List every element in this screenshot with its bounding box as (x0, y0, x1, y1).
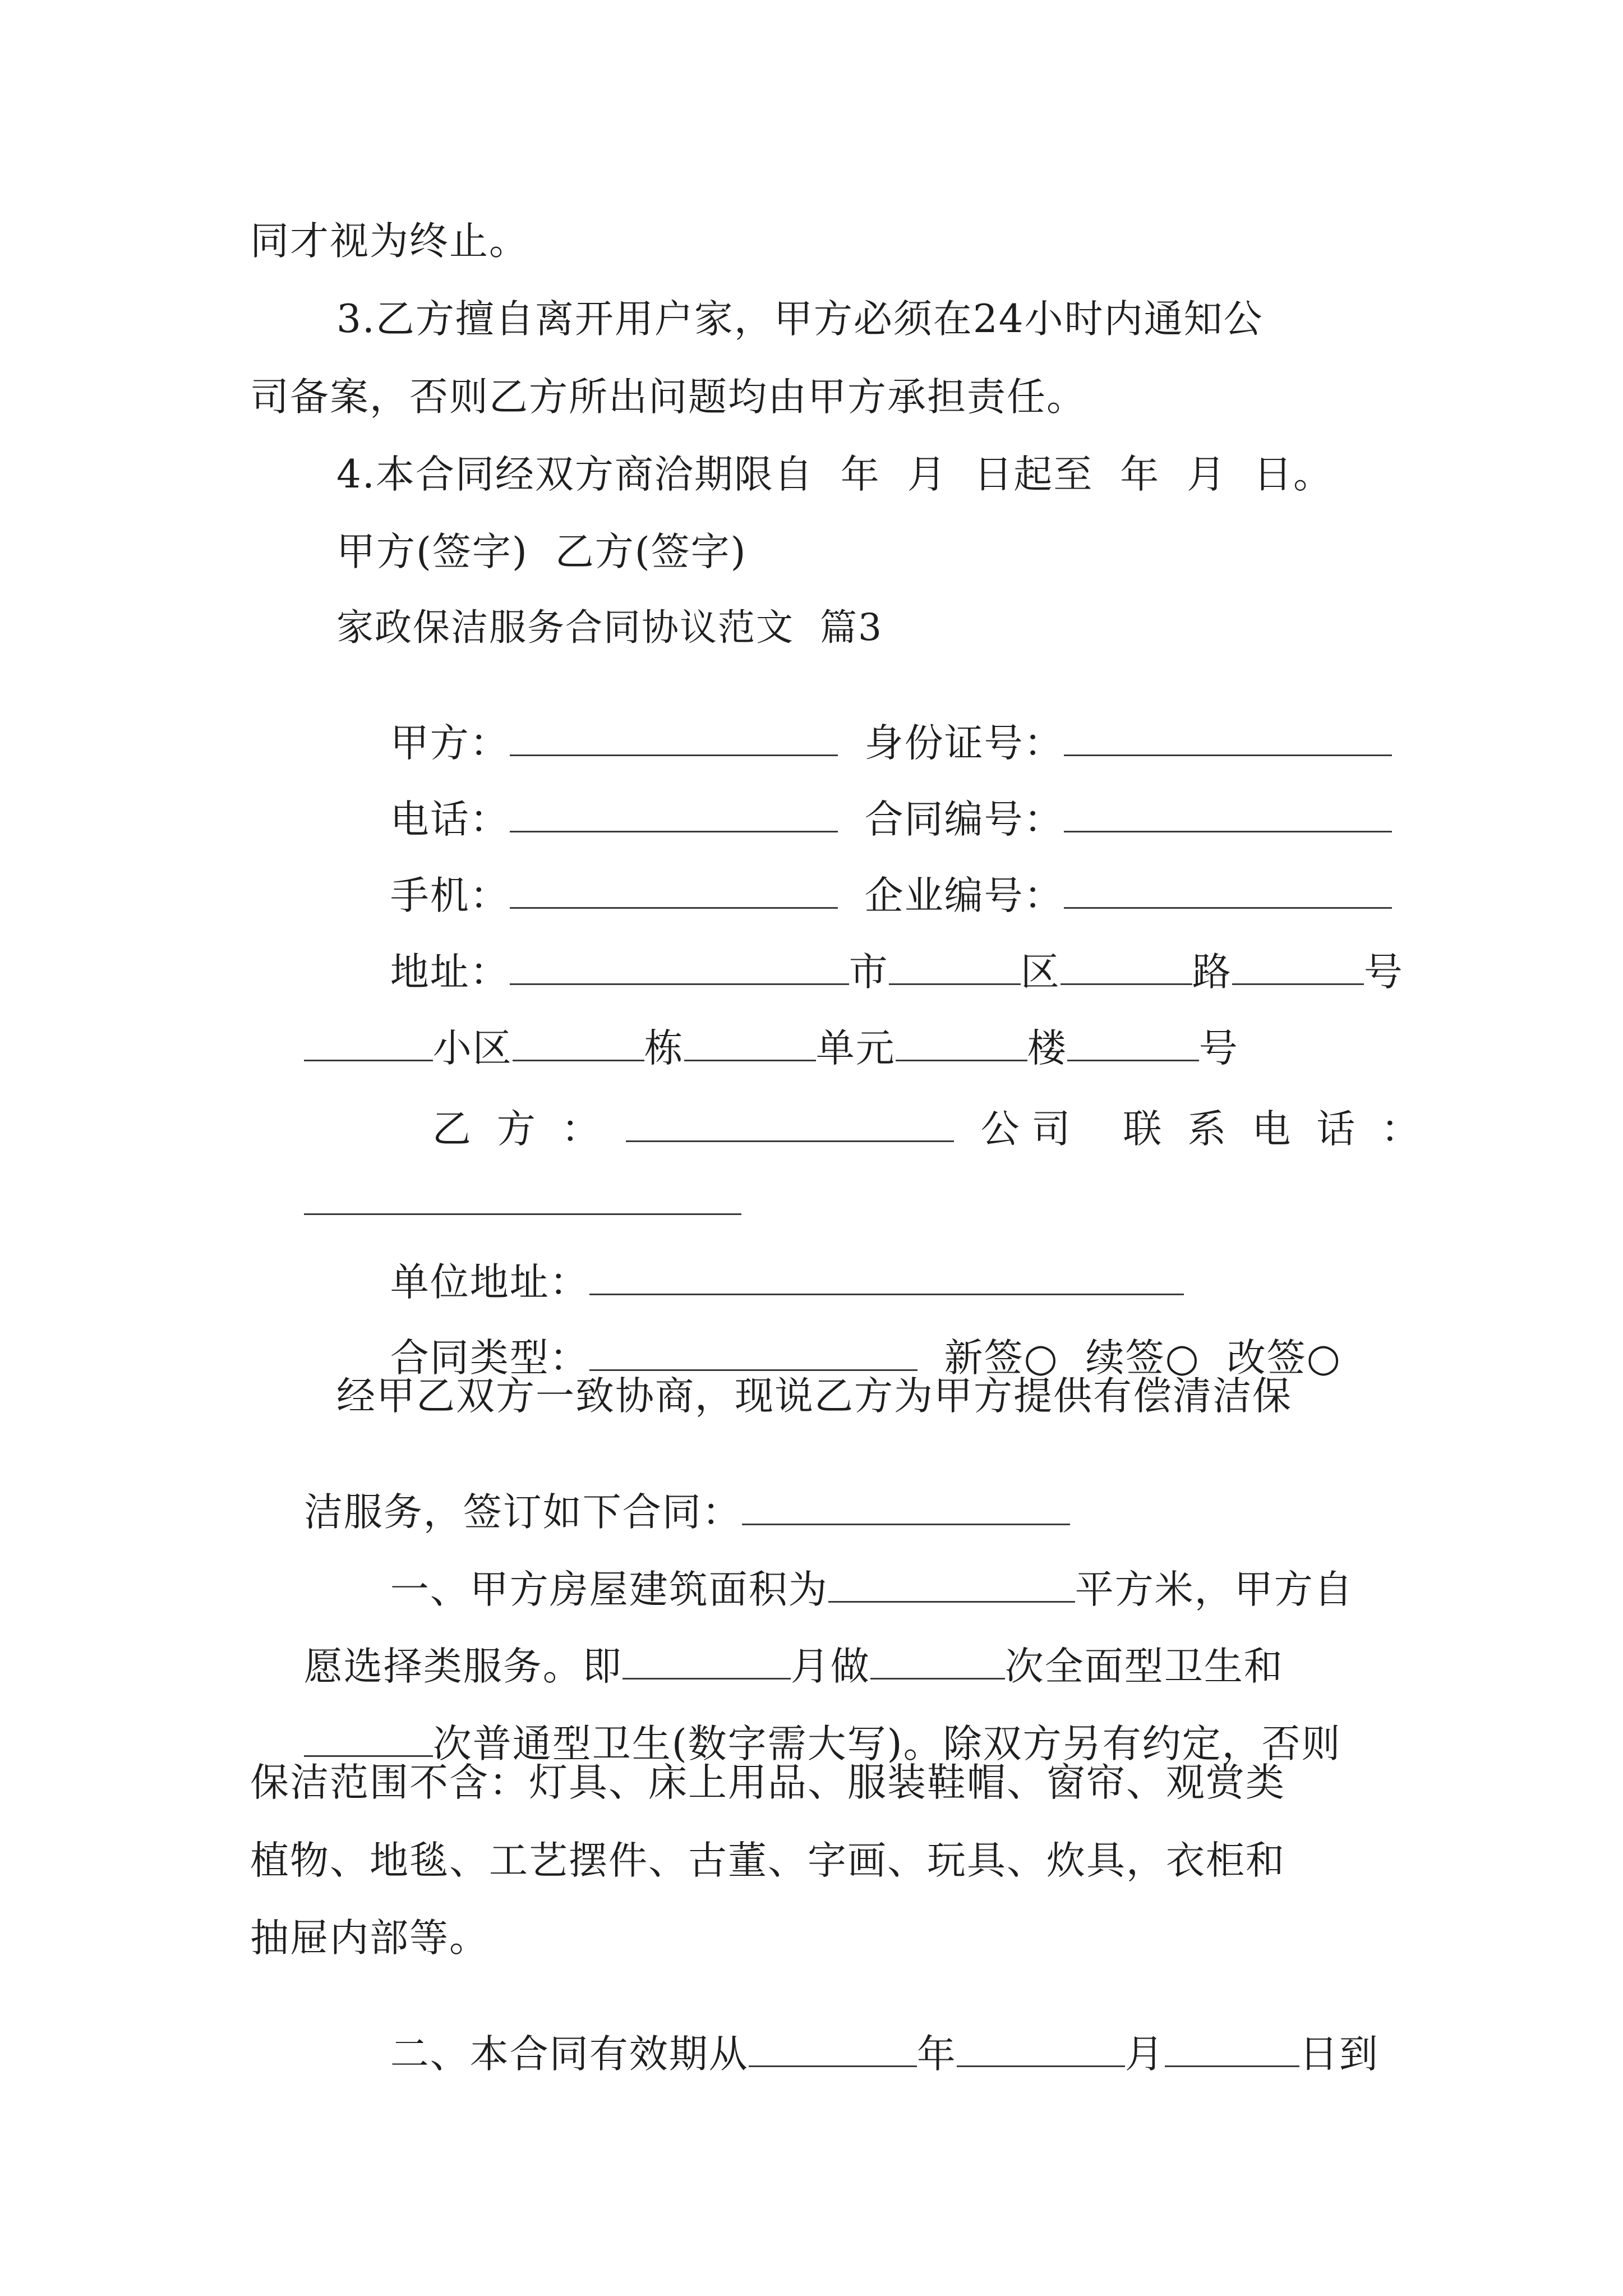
label-contract-no: 合同编号： (864, 797, 1064, 842)
clause-1-line-6: 抽屉内部等。 (250, 1916, 489, 1961)
label-address: 地址： (390, 950, 510, 995)
intro-text: 洁服务，签订如下合同： (303, 1490, 742, 1535)
clause-1-text-d: 月做 (790, 1644, 870, 1689)
blank-floor[interactable] (896, 1055, 1027, 1061)
clause-2-text-c: 月 (1124, 2032, 1165, 2077)
blank-unit-address[interactable] (589, 1289, 1184, 1295)
blank-unit[interactable] (684, 1055, 816, 1061)
blank-months[interactable] (623, 1673, 791, 1680)
blank-contract-type[interactable] (589, 1365, 917, 1371)
label-contract-type: 合同类型： (390, 1336, 589, 1381)
label-number: 号 (1363, 950, 1404, 995)
label-id-no: 身份证号： (864, 721, 1064, 766)
blank-intro[interactable] (742, 1519, 1070, 1525)
label-city: 市 (849, 950, 889, 995)
label-room: 号 (1198, 1026, 1239, 1071)
blank-area[interactable] (828, 1596, 1075, 1603)
clause-1-line-5: 植物、地毯、工艺摆件、古董、字画、玩具、炊具，衣柜和 (250, 1838, 1285, 1883)
text-line: 司备案，否则乙方所出问题均由甲方承担责任。 (250, 375, 1086, 420)
blank-road[interactable] (1232, 979, 1364, 985)
section-title: 家政保洁服务合同协议范文 篇3 (336, 606, 883, 649)
label-unit-address: 单位地址： (390, 1260, 589, 1305)
label-unit: 单元 (815, 1026, 896, 1071)
signature-line: 甲方(签字) 乙方(签字) (336, 530, 747, 574)
blank-city[interactable] (889, 979, 1021, 985)
blank-contact-phone[interactable] (304, 1209, 741, 1215)
clause-2-line-1 (336, 1996, 1379, 2113)
label-contact-phone: 联系电话： (1123, 1107, 1446, 1152)
contract-type-options[interactable]: 新签○ 续签○ 改签○ (944, 1336, 1341, 1381)
blank-district[interactable] (1061, 979, 1192, 985)
blank-full-count[interactable] (870, 1673, 1005, 1680)
label-floor: 楼 (1027, 1026, 1067, 1071)
label-road: 路 (1192, 950, 1232, 995)
label-community: 小区 (432, 1026, 513, 1071)
blank-start-month[interactable] (957, 2061, 1125, 2067)
blank-mobile[interactable] (510, 903, 838, 909)
blank-id-no[interactable] (1064, 750, 1392, 756)
blank-phone[interactable] (510, 826, 838, 832)
label-party-b: 乙方： (432, 1107, 626, 1152)
clause-1-text-c: 愿选择类服务。即 (303, 1644, 623, 1689)
blank-regular-count[interactable] (304, 1751, 433, 1757)
label-district: 区 (1020, 950, 1061, 995)
blank-contract-no[interactable] (1064, 826, 1392, 832)
text-line: 4.本合同经双方商洽期限自 年 月 日起至 年 月 日。 (336, 452, 1334, 497)
blank-start-year[interactable] (749, 2061, 917, 2067)
clause-1-line-4: 保洁范围不含：灯具、床上用品、服装鞋帽、窗帘、观赏类 (250, 1760, 1285, 1805)
text-line: 同才视为终止。 (250, 219, 529, 264)
blank-room[interactable] (1067, 1055, 1199, 1061)
clause-1-text-b: 平方米，甲方自 (1075, 1567, 1354, 1612)
label-building: 栋 (644, 1026, 684, 1071)
blank-start-day[interactable] (1165, 2061, 1299, 2067)
text-line: 3.乙方擅自离开用户家，甲方必须在24小时内通知公 (336, 297, 1264, 342)
blank-enterprise-no[interactable] (1064, 903, 1392, 909)
blank-community[interactable] (304, 1055, 433, 1061)
label-mobile: 手机： (390, 873, 510, 918)
label-phone: 电话： (390, 797, 510, 842)
label-enterprise-no: 企业编号： (864, 873, 1064, 918)
clause-2-text-b: 年 (916, 2032, 957, 2077)
blank-party-b[interactable] (626, 1136, 954, 1142)
clause-1-text-f: 次普通型卫生(数字需大写)。除双方另有约定，否则 (432, 1722, 1341, 1766)
clause-1-text-a: 一、甲方房屋建筑面积为 (390, 1567, 828, 1612)
blank-building[interactable] (513, 1055, 644, 1061)
text-line: 经甲乙双方一致协商，现说乙方为甲方提供有偿清洁保 (336, 1374, 1292, 1419)
blank-party-a[interactable] (510, 750, 838, 756)
clause-2-text-d: 日到 (1299, 2032, 1379, 2077)
clause-2-text-a: 二、本合同有效期从 (390, 2032, 749, 2077)
label-party-a: 甲方： (390, 721, 510, 766)
clause-1-text-e: 次全面型卫生和 (1004, 1644, 1284, 1689)
blank-address[interactable] (510, 979, 849, 985)
label-company: 公司 (980, 1107, 1083, 1152)
